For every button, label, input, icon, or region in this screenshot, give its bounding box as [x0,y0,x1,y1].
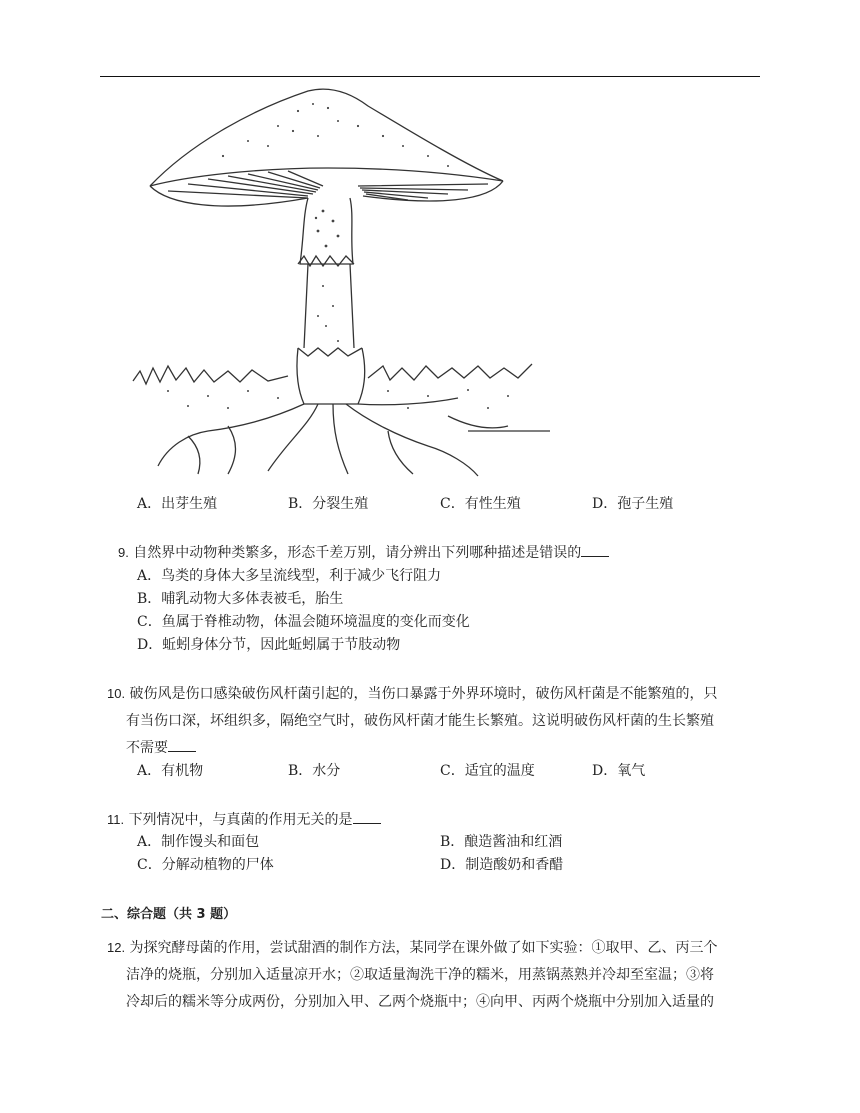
q11-stem-line [107,811,381,828]
q9-option-a[interactable]: A．鸟类的身体大多呈流线型，利于减少飞行阻力 [137,568,442,584]
q11-option-a[interactable]: A．制作馒头和面包 [137,834,260,850]
q10-option-d[interactable]: D．氧气 [592,763,646,779]
q12-number: 12. [107,940,126,955]
q10-number: 10. [107,686,126,701]
q10-option-a[interactable]: A．有机物 [137,763,204,779]
q9-option-d[interactable]: D．蚯蚓身体分节，因此蚯蚓属于节肢动物 [137,637,401,653]
q8-option-a[interactable]: A．出芽生殖 [137,496,218,512]
q11-option-b[interactable]: B．酿造酱油和红酒 [440,834,563,850]
q11-option-d[interactable]: D．制造酸奶和香醋 [440,857,564,873]
header-rule [100,76,760,77]
answer-blank[interactable] [168,739,196,752]
q9-number: 9. [118,545,129,560]
q8-option-c[interactable]: C．有性生殖 [440,496,521,512]
q10-stem-1: 破伤风是伤口感染破伤风杆菌引起的，当伤口暴露于外界环境时，破伤风杆菌是不能繁殖的，只 [129,686,718,702]
q11-option-c[interactable]: C．分解动植物的尸体 [137,857,274,873]
answer-blank[interactable] [353,811,381,824]
q12-stem-line-1 [107,940,718,956]
q10-stem-line-3 [126,739,196,756]
q8-option-d[interactable]: D．孢子生殖 [592,496,674,512]
mushroom-illustration [128,86,558,478]
q10-option-c[interactable]: C．适宜的温度 [440,763,535,779]
q9-option-b[interactable]: B．哺乳动物大多体表被毛，胎生 [137,591,344,607]
q10-option-b[interactable]: B．水分 [288,763,341,779]
q9-option-c[interactable]: C．鱼属于脊椎动物，体温会随环境温度的变化而变化 [137,614,470,630]
answer-blank[interactable] [581,544,609,557]
section-heading: 二、综合题（共 3 题） [101,907,237,922]
q12-stem-line-3: 冷却后的糯米等分成两份，分别加入甲、乙两个烧瓶中；④向甲、丙两个烧瓶中分别加入适量的 [126,994,714,1010]
q9-stem: 自然界中动物种类繁多，形态千差万别，请分辨出下列哪种描述是错误的 [133,545,582,561]
q11-number: 11. [107,812,125,827]
q10-stem-line-2: 有当伤口深，坏组织多，隔绝空气时，破伤风杆菌才能生长繁殖。这说明破伤风杆菌的生长繁殖 [126,713,714,729]
q10-stem-line-1 [107,686,718,702]
q9-stem-line [118,544,609,561]
q12-stem-1: 为探究酵母菌的作用，尝试甜酒的制作方法，某同学在课外做了如下实验：①取甲、乙、丙三个 [129,940,718,956]
q10-stem-3: 不需要 [126,740,168,756]
q8-option-b[interactable]: B．分裂生殖 [288,496,369,512]
q11-stem: 下列情况中，与真菌的作用无关的是 [128,812,353,828]
q12-stem-line-2: 洁净的烧瓶，分别加入适量凉开水；②取适量淘洗干净的糯米，用蒸锅蒸熟并冷却至室温；③将 [126,967,714,983]
